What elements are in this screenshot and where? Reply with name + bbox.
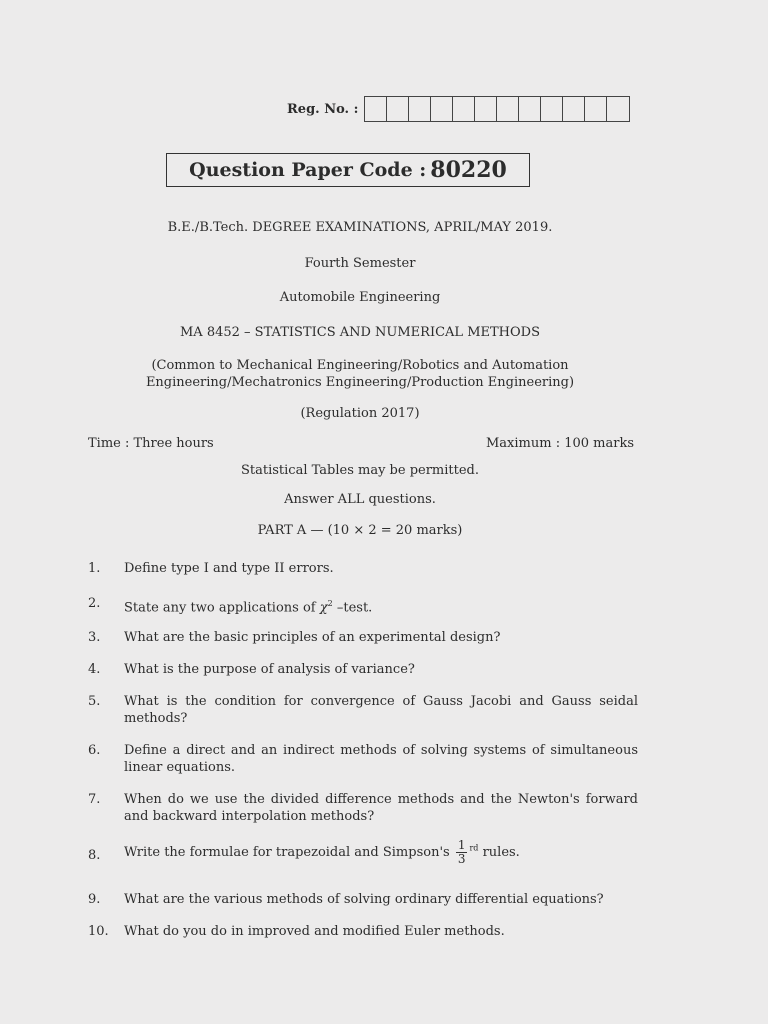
question-text: When do we use the divided difference methods and the Newton's forward and backward interpolation methods? bbox=[124, 792, 638, 824]
question-number: 10. bbox=[88, 924, 109, 939]
reg-no-box bbox=[453, 97, 475, 121]
question-text: Write the formulae for trapezoidal and Simpson's $\frac{1}{3}$ $^{rd}$ rules. bbox=[124, 838, 520, 866]
question-text: State any two applications of $\chi^2$ –test. bbox=[124, 599, 373, 616]
question-item bbox=[88, 629, 638, 646]
reg-no-boxes bbox=[364, 96, 630, 122]
department: Automobile Engineering bbox=[279, 290, 441, 305]
exam-title: B.E./B.Tech. DEGREE EXAMINATIONS, APRIL/MAY 2019. bbox=[167, 220, 553, 235]
question-item bbox=[88, 661, 638, 678]
common-to-line-2: Engineering/Mechatronics Engineering/Production Engineering) bbox=[145, 375, 575, 390]
question-item bbox=[88, 742, 638, 776]
question-text: What are the basic principles of an experimental design? bbox=[124, 630, 501, 645]
reg-no-box bbox=[409, 97, 431, 121]
question-paper-code-label: Question Paper Code : bbox=[189, 159, 427, 181]
reg-no-box bbox=[563, 97, 585, 121]
common-to-line-1: (Common to Mechanical Engineering/Robotics and Automation bbox=[151, 358, 569, 373]
question-text: Define a direct and an indirect methods of solving systems of simultaneous linear equations. bbox=[124, 743, 638, 775]
reg-no-box bbox=[607, 97, 629, 121]
question-item bbox=[88, 839, 638, 866]
question-number: 7. bbox=[88, 792, 101, 807]
question-text: What is the condition for convergence of Gauss Jacobi and Gauss seidal methods? bbox=[124, 694, 638, 726]
question-text: What do you do in improved and modified Euler methods. bbox=[124, 924, 505, 939]
question-item bbox=[88, 560, 638, 577]
reg-no-box bbox=[541, 97, 563, 121]
question-text: What is the purpose of analysis of variance? bbox=[124, 662, 415, 677]
reg-no-box bbox=[585, 97, 607, 121]
question-item bbox=[88, 595, 638, 616]
question-item bbox=[88, 923, 638, 940]
time-allowed: Time : Three hours bbox=[88, 436, 214, 451]
question-text: Define type I and type II errors. bbox=[124, 561, 334, 576]
reg-no-box bbox=[475, 97, 497, 121]
one-third-fraction: $\frac{1}{3}$ bbox=[457, 838, 466, 866]
reg-no-row bbox=[287, 96, 630, 122]
question-number: 2. bbox=[88, 596, 101, 611]
question-number: 5. bbox=[88, 694, 101, 709]
regulation: (Regulation 2017) bbox=[300, 406, 420, 421]
question-item bbox=[88, 891, 638, 908]
question-text: What are the various methods of solving ordinary differential equations? bbox=[124, 892, 604, 907]
reg-no-box bbox=[497, 97, 519, 121]
reg-no-box bbox=[519, 97, 541, 121]
part-a-heading: PART A — (10 × 2 = 20 marks) bbox=[257, 523, 463, 538]
course-title: MA 8452 – STATISTICS AND NUMERICAL METHODS bbox=[180, 325, 540, 340]
question-number: 4. bbox=[88, 662, 101, 677]
reg-no-box bbox=[431, 97, 453, 121]
reg-no-label: Reg. No. : bbox=[287, 101, 359, 117]
chi-symbol: χ bbox=[319, 600, 328, 616]
question-number: 8. bbox=[88, 848, 101, 863]
question-paper-code-box bbox=[166, 153, 530, 187]
question-number: 9. bbox=[88, 892, 101, 907]
question-number: 1. bbox=[88, 561, 101, 576]
tables-note: Statistical Tables may be permitted. bbox=[240, 463, 480, 478]
question-number: 3. bbox=[88, 630, 101, 645]
question-item bbox=[88, 791, 638, 825]
question-paper-code: 80220 bbox=[430, 157, 507, 183]
question-item bbox=[88, 693, 638, 727]
maximum-marks: Maximum : 100 marks bbox=[485, 436, 634, 451]
instruction: Answer ALL questions. bbox=[284, 492, 436, 507]
question-number: 6. bbox=[88, 743, 101, 758]
reg-no-box bbox=[365, 97, 387, 121]
semester: Fourth Semester bbox=[304, 256, 416, 271]
reg-no-box bbox=[387, 97, 409, 121]
